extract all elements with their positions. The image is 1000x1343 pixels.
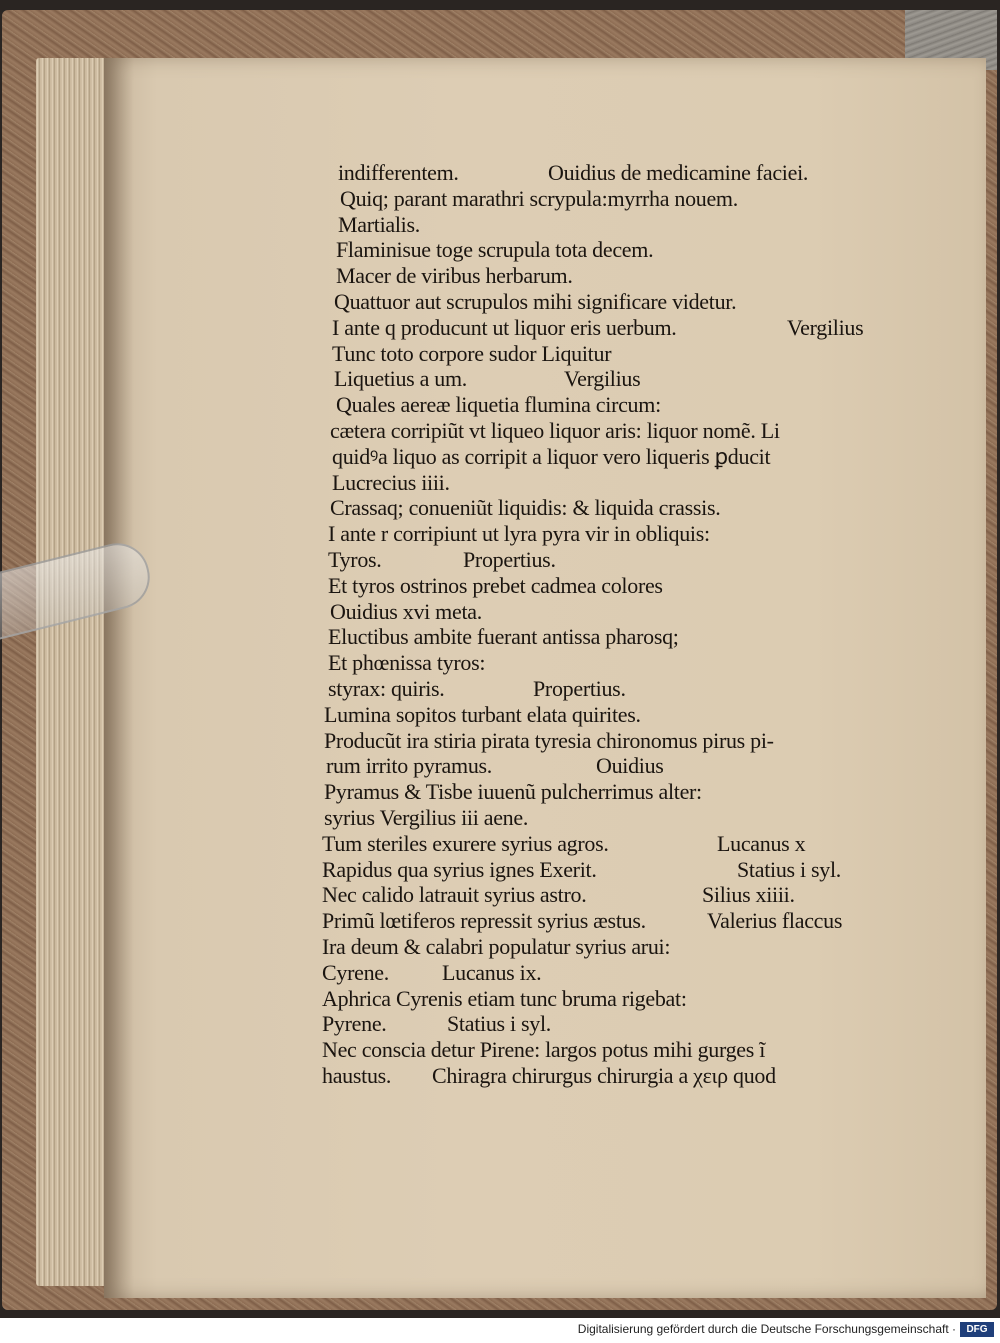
text-segment: Quattuor aut scrupulos mihi significare videtur. — [334, 288, 737, 314]
text-line — [320, 857, 900, 883]
text-segment: Tunc toto corpore sudor Liquitur — [332, 340, 612, 366]
text-segment: styrax: quiris. — [328, 675, 445, 701]
text-line — [320, 186, 900, 212]
text-segment: Lucanus ix. — [442, 959, 542, 985]
dfg-logo-icon: DFG — [960, 1322, 994, 1337]
text-line — [320, 753, 900, 779]
text-line — [320, 1037, 900, 1063]
text-segment: Vergilius — [564, 366, 641, 392]
text-segment: haustus. — [322, 1062, 392, 1088]
text-segment: Liquetius a um. — [334, 366, 467, 392]
text-line — [320, 366, 900, 392]
text-line — [320, 1063, 900, 1089]
text-segment: Ira deum & calabri populatur syrius arui: — [322, 933, 671, 959]
text-line — [320, 237, 900, 263]
footer-credit: Digitalisierung gefördert durch die Deutsche Forschungsgemeinschaft · — [577, 1322, 956, 1336]
text-line — [320, 908, 900, 934]
footer-bar — [0, 1318, 1000, 1343]
text-segment: Primũ lœtiferos repressit syrius æstus. — [322, 908, 646, 934]
text-line — [320, 882, 900, 908]
text-segment: Rapidus qua syrius ignes Exerit. — [322, 856, 597, 882]
text-line — [320, 573, 900, 599]
text-line — [320, 315, 900, 341]
text-line — [320, 702, 900, 728]
text-segment: Producũt ira stiria pirata tyresia chironomus pirus pi- — [324, 727, 774, 753]
text-segment: Statius i syl. — [737, 856, 841, 882]
text-segment: Ouidius — [596, 753, 664, 779]
text-segment: Pyramus & Tisbe iuuenũ pulcherrimus alter: — [324, 779, 702, 805]
text-segment: Quales aereæ liquetia flumina circum: — [336, 392, 661, 418]
text-segment: syrius Vergilius iii aene. — [324, 804, 529, 830]
text-segment: Statius i syl. — [447, 1011, 551, 1037]
text-line — [320, 263, 900, 289]
text-line — [320, 392, 900, 418]
text-segment: Valerius flaccus — [707, 908, 843, 934]
text-segment: Vergilius — [787, 314, 864, 340]
text-line — [320, 1011, 900, 1037]
text-segment: Propertius. — [533, 675, 626, 701]
text-segment: indifferentem. — [338, 160, 459, 185]
text-line — [320, 444, 900, 470]
text-segment: Ouidius de medicamine faciei. — [548, 160, 809, 185]
text-segment: Nec conscia detur Pirene: largos potus mihi gurges ĩ — [322, 1037, 766, 1063]
text-segment: Tyros. — [328, 546, 382, 572]
text-line — [320, 728, 900, 754]
text-segment: Chiragra chirurgus chirurgia a χειρ quod — [432, 1062, 776, 1088]
text-segment: Ouidius xvi meta. — [330, 598, 482, 624]
text-segment: I ante q producunt ut liquor eris uerbum. — [332, 314, 677, 340]
text-line — [320, 521, 900, 547]
text-segment: Silius xiiii. — [702, 882, 795, 908]
text-segment: Propertius. — [463, 546, 556, 572]
text-line — [320, 495, 900, 521]
text-line — [320, 212, 900, 238]
text-line — [320, 805, 900, 831]
text-line — [320, 547, 900, 573]
text-segment: quidꝰa liquo as corripit a liquor vero liqueris ꝑducit — [332, 443, 771, 469]
text-segment: Lucrecius iiii. — [332, 469, 450, 495]
page-text — [320, 160, 900, 1089]
text-line — [320, 624, 900, 650]
text-line — [320, 470, 900, 496]
text-segment: Et phœnissa tyros: — [328, 650, 486, 676]
text-segment: Lumina sopitos turbant elata quirites. — [324, 701, 641, 727]
text-line — [320, 960, 900, 986]
text-line — [320, 779, 900, 805]
text-line — [320, 160, 900, 186]
text-line — [320, 650, 900, 676]
text-segment: Martialis. — [338, 211, 420, 237]
text-line — [320, 418, 900, 444]
text-segment: Cyrene. — [322, 959, 389, 985]
text-segment: Aphrica Cyrenis etiam tunc bruma rigebat: — [322, 985, 687, 1011]
text-line — [320, 831, 900, 857]
text-segment: Flaminisue toge scrupula tota decem. — [336, 237, 654, 263]
text-line — [320, 599, 900, 625]
text-segment: Pyrene. — [322, 1011, 387, 1037]
text-segment: I ante r corripiunt ut lyra pyra vir in obliquis: — [328, 521, 710, 547]
text-segment: rum irrito pyramus. — [326, 753, 492, 779]
text-line — [320, 676, 900, 702]
text-segment: Quiq; parant marathri scrypula:myrrha nouem. — [340, 185, 738, 211]
text-segment: Et tyros ostrinos prebet cadmea colores — [328, 572, 663, 598]
text-line — [320, 341, 900, 367]
text-segment: Crassaq; conueniũt liquidis: & liquida crassis. — [330, 495, 721, 521]
text-segment: Tum steriles exurere syrius agros. — [322, 830, 609, 856]
text-line — [320, 289, 900, 315]
text-line — [320, 986, 900, 1012]
text-segment: Nec calido latrauit syrius astro. — [322, 882, 587, 908]
text-segment: cætera corripiũt vt liqueo liquor aris: liquor nomẽ. Li — [330, 417, 780, 443]
text-segment: Macer de viribus herbarum. — [336, 263, 573, 289]
text-segment: Lucanus x — [717, 830, 806, 856]
text-segment: Eluctibus ambite fuerant antissa pharosq; — [328, 624, 679, 650]
gutter-shadow — [104, 58, 134, 1298]
text-line — [320, 934, 900, 960]
